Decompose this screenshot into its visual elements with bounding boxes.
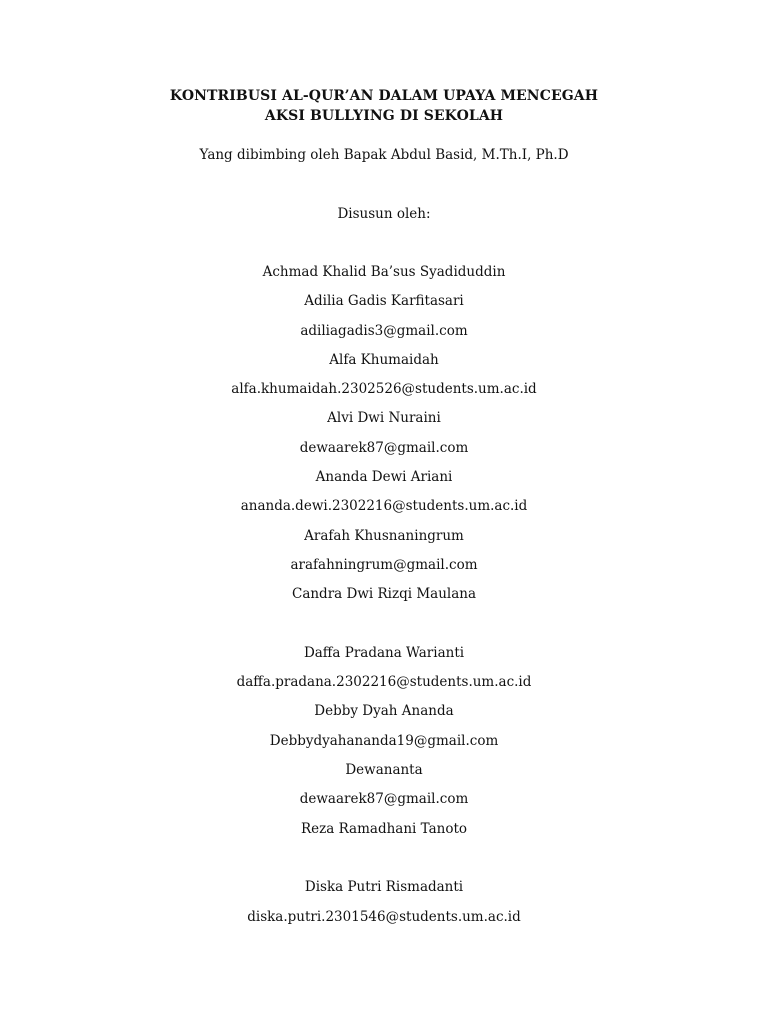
- author-line: Ananda Dewi Ariani: [315, 469, 453, 486]
- supervisor-line: Yang dibimbing oleh Bapak Abdul Basid, M.Th.I, Ph.D: [199, 147, 569, 163]
- author-line: Achmad Khalid Ba’sus Syadiduddin: [262, 264, 506, 280]
- author-email: Debbydyahananda19@gmail.com: [269, 732, 499, 749]
- author-email: daffa.pradana.2302216@students.um.ac.id: [236, 674, 532, 691]
- author-email: diska.putri.2301546@students.um.ac.id: [247, 908, 521, 925]
- author-line: Dewananta: [345, 762, 423, 779]
- author-line: Adilia Gadis Karfitasari: [304, 293, 464, 310]
- author-line: Reza Ramadhani Tanoto: [300, 820, 468, 837]
- author-email: ananda.dewi.2302216@students.um.ac.id: [240, 498, 528, 515]
- author-email: arafahningrum@gmail.com: [290, 556, 478, 573]
- title-line-2: AKSI BULLYING DI SEKOLAH: [264, 108, 504, 124]
- author-line: Candra Dwi Rizqi Maulana: [291, 586, 477, 603]
- author-email: dewaarek87@gmail.com: [299, 439, 469, 456]
- author-line: Daffa Pradana Warianti: [303, 644, 465, 661]
- author-line: Diska Putri Rismadanti: [304, 879, 464, 896]
- compiled-by-label: Disusun oleh:: [337, 206, 431, 222]
- title-line-1: KONTRIBUSI AL-QUR’AN DALAM UPAYA MENCEGAH: [169, 88, 599, 104]
- author-line: Debby Dyah Ananda: [314, 703, 454, 720]
- blank-line: [0, 848, 768, 877]
- author-line: Alvi Dwi Nuraini: [327, 410, 441, 427]
- author-list: [0, 262, 768, 936]
- author-email: alfa.khumaidah.2302526@students.um.ac.id: [231, 381, 537, 398]
- author-line: Alfa Khumaidah: [329, 351, 439, 368]
- author-email: dewaarek87@gmail.com: [299, 791, 469, 808]
- author-line: Arafah Khusnaningrum: [304, 527, 464, 544]
- blank-line: [0, 614, 768, 643]
- author-email: adiliagadis3@gmail.com: [300, 322, 468, 339]
- document-title: [0, 86, 768, 126]
